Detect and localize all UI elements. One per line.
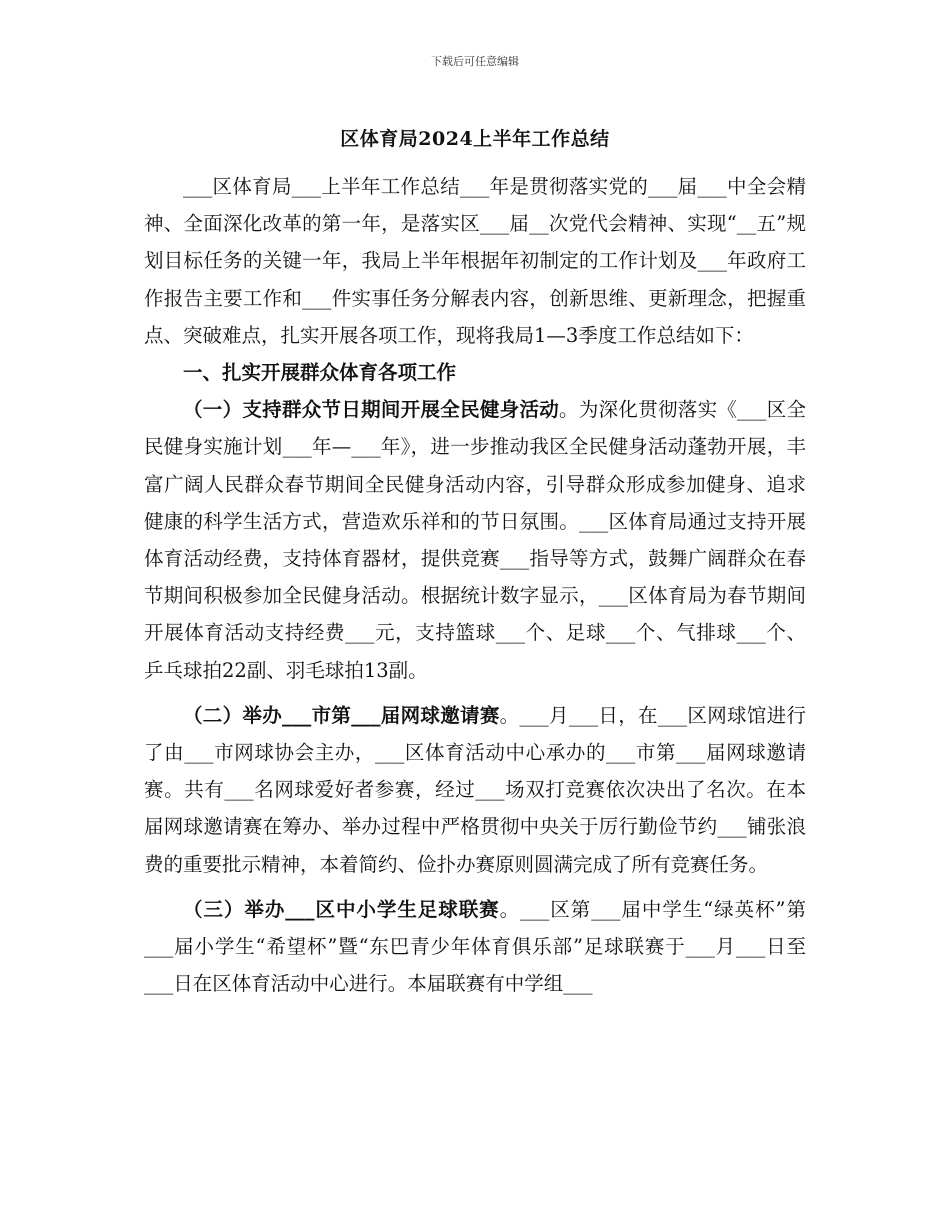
page-header-note: 下载后可任意编辑 — [431, 55, 519, 68]
item-text-3: 。___区第___届中学生“绿英杯”第___届小学生“希望杯”暨“东巴青少年体育俱乐部”足球联赛于___月___日至___日在区体育活动中心进行。本届联赛有中学组___ — [144, 897, 806, 996]
item-title-2: （二）举办___市第___届网球邀请赛 — [183, 703, 500, 727]
item-title-1: （一）支持群众节日期间开展全民健身活动 — [183, 398, 560, 422]
item-paragraph-3 — [144, 891, 806, 1003]
document-title: 区体育局2024上半年工作总结 — [340, 128, 610, 150]
item-title-3: （三）举办___区中小学生足球联赛 — [183, 897, 500, 921]
section-heading-1: 一、扎实开展群众体育各项工作 — [183, 361, 457, 385]
item-text-2: 。___月___日，在___区网球馆进行了由___市网球协会主办，___区体育活动中心承办的___市第___届网球邀请赛。共有___名网球爱好者参赛，经过___场双打竞赛依次决出了名次。在本届网球邀请赛在筹办、举办过程中严格贯彻中央关于厉行勤俭节约___铺张浪费的重要批示精神，本着简约、俭扑办赛原则圆满完成了所有竞赛任务。 — [144, 703, 806, 876]
item-paragraph-2 — [144, 697, 806, 883]
document-body — [144, 168, 806, 1002]
intro-paragraph: ___区体育局___上半年工作总结___年是贯彻落实党的___届___中全会精神、全面深化改革的第一年，是落实区___届__次党代会精神、实现“__五”规划目标任务的关键一年，我局上半年根据年初制定的工作计划及___年政府工作报告主要工作和___件实事任务分解表内容，创新思维、更新理念，把握重点、突破难点，扎实开展各项工作，现将我局1—3季度工作总结如下： — [144, 175, 806, 347]
item-paragraph-1 — [144, 391, 806, 689]
item-text-1: 。为深化贯彻落实《___区全民健身实施计划___年—___年》，进一步推动我区全民健身活动蓬勃开展，丰富广阔人民群众春节期间全民健身活动内容，引导群众形成参加健身、追求健康的科学生活方式，营造欢乐祥和的节日氛围。___区体育局通过支持开展体育活动经费，支持体育器材，提供竞赛___指导等方式，鼓舞广阔群众在春节期间积极参加全民健身活动。根据统计数字显示，___区体育局为春节期间开展体育活动支持经费___元，支持篮球___个、足球___个、气排球___个、乒乓球拍22副、羽毛球拍13副。 — [144, 398, 806, 682]
